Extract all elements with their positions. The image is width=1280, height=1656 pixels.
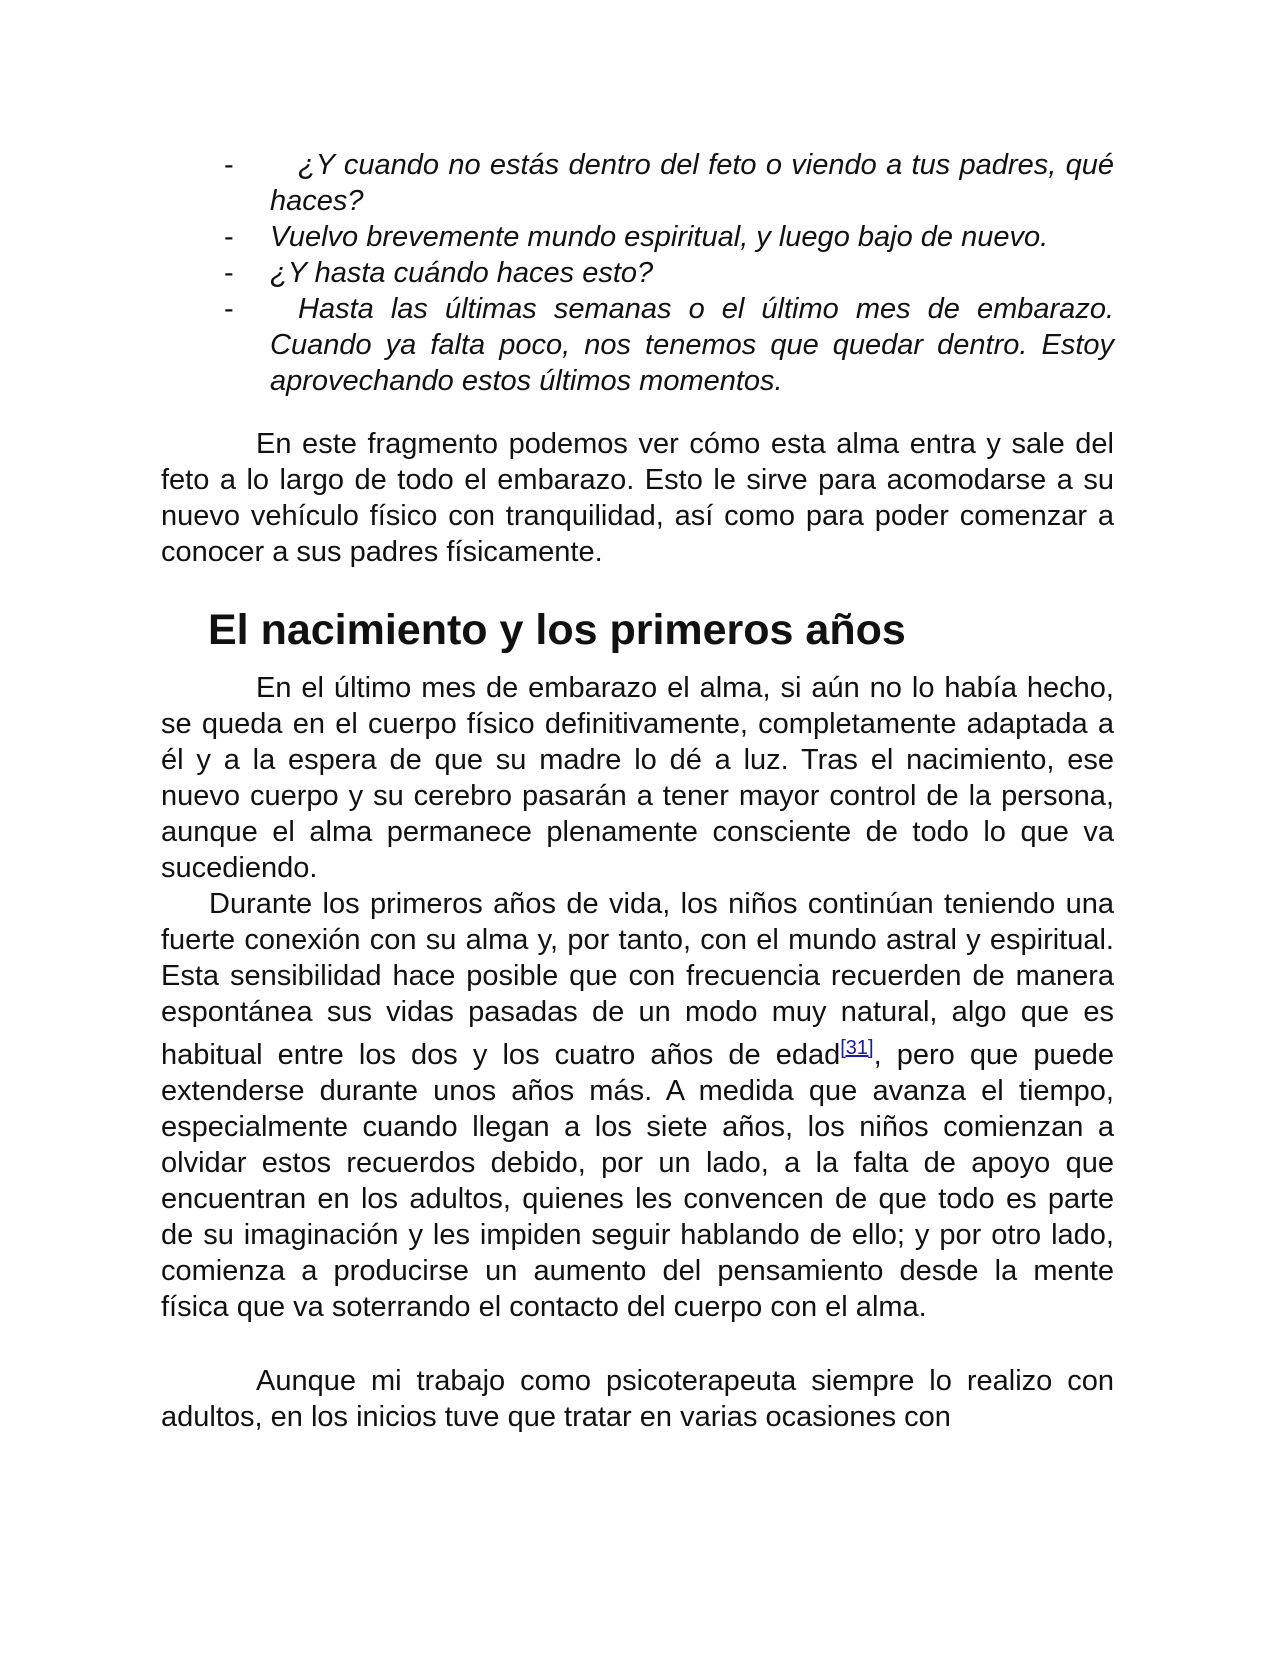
body-paragraph: En este fragmento podemos ver cómo esta alma entra y sale del feto a lo largo de todo el embarazo. Esto le sirve para acomodarse a su nuevo vehículo físico con tranquilidad, así como para poder comenzar a conocer a sus padres físicamente. [161, 428, 1114, 568]
dialogue-text: ¿Y cuando no estás dentro del feto o viendo a tus padres, qué haces? [270, 149, 1114, 217]
paragraph-text: Durante los primeros años de vida, los niños continúan teniendo una fuerte conexión con su alma y, por tanto, con el mundo astral y espiritual. Esta sensibilidad hace posible que con frecuencia recuerden de manera espontánea sus vidas pasadas de un modo muy natural, algo que es habitual entre los dos y los cuatro años de edad [161, 888, 1114, 1071]
dialogue-dash: - [224, 293, 234, 325]
dialogue-line [0, 255, 1280, 291]
dialogue-text: Hasta las últimas semanas o el último mes de embarazo. Cuando ya falta poco, nos tenemos que quedar dentro. Estoy aprovechando estos últimos momentos. [270, 293, 1114, 397]
dialogue-dash: - [224, 257, 234, 289]
body-paragraph: Aunque mi trabajo como psicoterapeuta siempre lo realizo con adultos, en los inicios tuve que tratar en varias ocasiones con [161, 1365, 1114, 1433]
body-paragraph [161, 886, 1114, 1325]
body-paragraph: En el último mes de embarazo el alma, si aún no lo había hecho, se queda en el cuerpo físico definitivamente, completamente adaptada a él y a la espera de que su madre lo dé a luz. Tras el nacimiento, ese nuevo cuerpo y su cerebro pasarán a tener mayor control de la persona, aunque el alma permanece plenamente consciente de todo lo que va sucediendo. [161, 672, 1114, 884]
dialogue-line [0, 147, 1280, 219]
dialogue-text: ¿Y hasta cuándo haces esto? [270, 257, 654, 289]
paragraph-text: , pero que puede extenderse durante unos años más. A medida que avanza el tiempo, especialmente cuando llegan a los siete años, los niños comienzan a olvidar estos recuerdos debido, por un lado, a la falta de apoyo que encuentran en los adultos, quienes les convencen de que todo es parte de su imaginación y les impiden seguir hablando de ello; y por otro lado, comienza a producirse un aumento del pensamiento desde la mente física que va soterrando el contacto del cuerpo con el alma. [161, 1039, 1114, 1323]
dialogue-dash: - [224, 221, 234, 253]
dialogue-line [0, 291, 1280, 399]
dialogue-list [0, 147, 1280, 399]
section-heading: El nacimiento y los primeros años [208, 606, 906, 654]
dialogue-text: Vuelvo brevemente mundo espiritual, y luego bajo de nuevo. [270, 221, 1049, 253]
dialogue-line [0, 219, 1280, 255]
dialogue-dash: - [224, 149, 234, 181]
footnote-link[interactable]: [31] [840, 1037, 874, 1059]
